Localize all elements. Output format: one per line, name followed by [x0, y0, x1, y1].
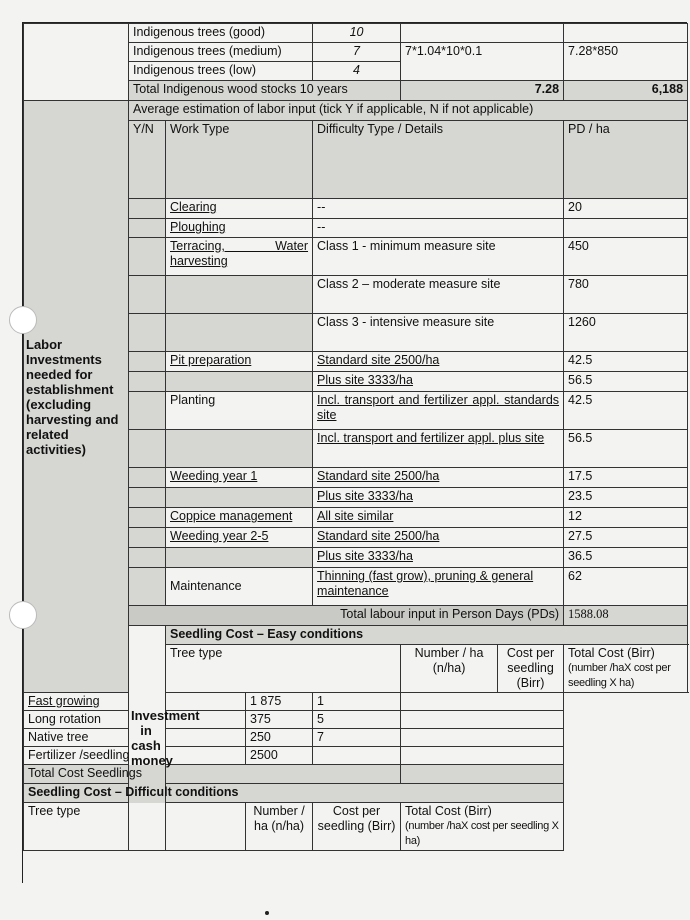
labor-pd — [564, 219, 688, 238]
difficult-header-total: Total Cost (Birr) — [405, 804, 492, 818]
labor-pd: 20 — [564, 199, 688, 219]
binder-hole-bottom — [9, 601, 37, 629]
difficult-title: Seedling Cost – Difficult conditions — [24, 784, 564, 803]
wood-row-value: 10 — [313, 24, 401, 43]
easy-cost: 5 — [313, 711, 401, 729]
labor-pd: 1260 — [564, 314, 688, 352]
labor-pd: 450 — [564, 238, 688, 276]
easy-total — [401, 693, 564, 711]
labor-work-type — [166, 314, 313, 352]
labor-pd: 27.5 — [564, 528, 688, 548]
cash-section-label: Investment in cash money — [129, 626, 166, 851]
easy-tree-type: Fast growing — [24, 693, 246, 711]
easy-total — [401, 729, 564, 747]
wood-row-result: 7.28*850 — [564, 43, 688, 81]
labor-difficulty: Class 3 - intensive measure site — [313, 314, 564, 352]
labor-difficulty: Plus site 3333/ha — [313, 488, 564, 508]
labor-work-type — [166, 548, 313, 568]
labor-work-type: Pit preparation — [166, 352, 313, 372]
labor-difficulty: Class 1 - minimum measure site — [313, 238, 564, 276]
labor-pd: 780 — [564, 276, 688, 314]
labor-difficulty: Standard site 2500/ha — [313, 528, 564, 548]
wood-row-formula — [401, 24, 564, 43]
labor-work-type — [166, 276, 313, 314]
wood-row-value: 7 — [313, 43, 401, 62]
labor-difficulty: Plus site 3333/ha — [313, 548, 564, 568]
labor-pd: 23.5 — [564, 488, 688, 508]
labor-pd: 42.5 — [564, 352, 688, 372]
header-yn: Y/N — [129, 121, 166, 199]
easy-header-number: Number / ha (n/ha) — [401, 645, 498, 693]
difficult-header-number: Number / ha (n/ha) — [246, 803, 313, 851]
easy-tree-type: Long rotation — [24, 711, 246, 729]
labor-total-value: 1588.08 — [564, 606, 688, 626]
difficult-header-cost: Cost per seedling (Birr) — [313, 803, 401, 851]
labor-work-type: Weeding year 1 — [166, 468, 313, 488]
labor-work-type: Terracing, Water harvesting — [166, 238, 313, 276]
labor-work-type: Weeding year 2-5 — [166, 528, 313, 548]
wood-row-label: Indigenous trees (low) — [129, 62, 313, 81]
labor-pd: 42.5 — [564, 392, 688, 430]
labor-work-type: Coppice management — [166, 508, 313, 528]
easy-title: Seedling Cost – Easy conditions — [166, 626, 688, 645]
wood-section-label — [24, 24, 129, 101]
wood-row-label: Indigenous trees (good) — [129, 24, 313, 43]
easy-number: 250 — [246, 729, 313, 747]
labor-difficulty: Incl. transport and fertilizer appl. plus site — [313, 430, 564, 468]
easy-header-total-sub: (number /haX cost per seedling X ha) — [568, 662, 671, 689]
wood-row-value: 4 — [313, 62, 401, 81]
header-work-type: Work Type — [166, 121, 313, 199]
labor-pd: 56.5 — [564, 430, 688, 468]
header-pd-per-ha: PD / ha — [564, 121, 688, 199]
labor-pd: 36.5 — [564, 548, 688, 568]
easy-tree-type: Native tree — [24, 729, 246, 747]
labor-work-type: Clearing — [166, 199, 313, 219]
easy-number: 2500 — [246, 747, 313, 765]
labor-difficulty: Thinning (fast grow), pruning & general maintenance — [313, 568, 564, 606]
wood-total-result: 6,188 — [564, 81, 688, 101]
labor-pd: 62 — [564, 568, 688, 606]
easy-total — [401, 747, 564, 765]
easy-total-value — [401, 765, 564, 784]
easy-header-cost: Cost per seedling (Birr) — [498, 645, 564, 693]
wood-total-label: Total Indigenous wood stocks 10 years — [129, 81, 401, 101]
header-difficulty: Difficulty Type / Details — [313, 121, 564, 199]
labor-pd: 17.5 — [564, 468, 688, 488]
difficult-header-type: Tree type — [24, 803, 246, 851]
labor-difficulty: Incl. transport and fertilizer appl. standards site — [313, 392, 564, 430]
easy-number: 1 875 — [246, 693, 313, 711]
labor-work-type — [166, 372, 313, 392]
easy-number: 375 — [246, 711, 313, 729]
labor-work-type: Maintenance — [166, 568, 313, 606]
investment-table — [23, 23, 688, 851]
wood-row-label: Indigenous trees (medium) — [129, 43, 313, 62]
labor-difficulty: All site similar — [313, 508, 564, 528]
binder-hole-top — [9, 306, 37, 334]
labor-difficulty: Class 2 – moderate measure site — [313, 276, 564, 314]
labor-work-type: Ploughing — [166, 219, 313, 238]
easy-header-type: Tree type — [166, 645, 401, 693]
labor-pd: 56.5 — [564, 372, 688, 392]
labor-pd: 12 — [564, 508, 688, 528]
speck-mark — [265, 911, 269, 915]
labor-title: Average estimation of labor input (tick Y if applicable, N if not applicable) — [129, 101, 688, 121]
labor-difficulty: Standard site 2500/ha — [313, 468, 564, 488]
wood-row-formula: 7*1.04*10*0.1 — [401, 43, 564, 81]
easy-total-label: Total Cost Seedlings — [24, 765, 401, 784]
labor-difficulty: Plus site 3333/ha — [313, 372, 564, 392]
easy-total — [401, 711, 564, 729]
labor-difficulty: -- — [313, 219, 564, 238]
wood-row-result — [564, 24, 688, 43]
labor-difficulty: -- — [313, 199, 564, 219]
labor-total-label: Total labour input in Person Days (PDs) — [129, 606, 564, 626]
labor-section-label: Labor Investments needed for establishment (excluding harvesting and related activities) — [24, 101, 129, 693]
difficult-header-total-sub: (number /haX cost per seedling X ha) — [405, 820, 559, 847]
document-page — [22, 22, 687, 883]
labor-work-type — [166, 430, 313, 468]
labor-work-type — [166, 488, 313, 508]
easy-cost: 7 — [313, 729, 401, 747]
easy-header-total: Total Cost (Birr) — [568, 646, 655, 660]
easy-tree-type: Fertilizer /seedling — [24, 747, 246, 765]
easy-cost — [313, 747, 401, 765]
easy-cost: 1 — [313, 693, 401, 711]
wood-total-value: 7.28 — [401, 81, 564, 101]
labor-difficulty: Standard site 2500/ha — [313, 352, 564, 372]
labor-work-type: Planting — [166, 392, 313, 430]
